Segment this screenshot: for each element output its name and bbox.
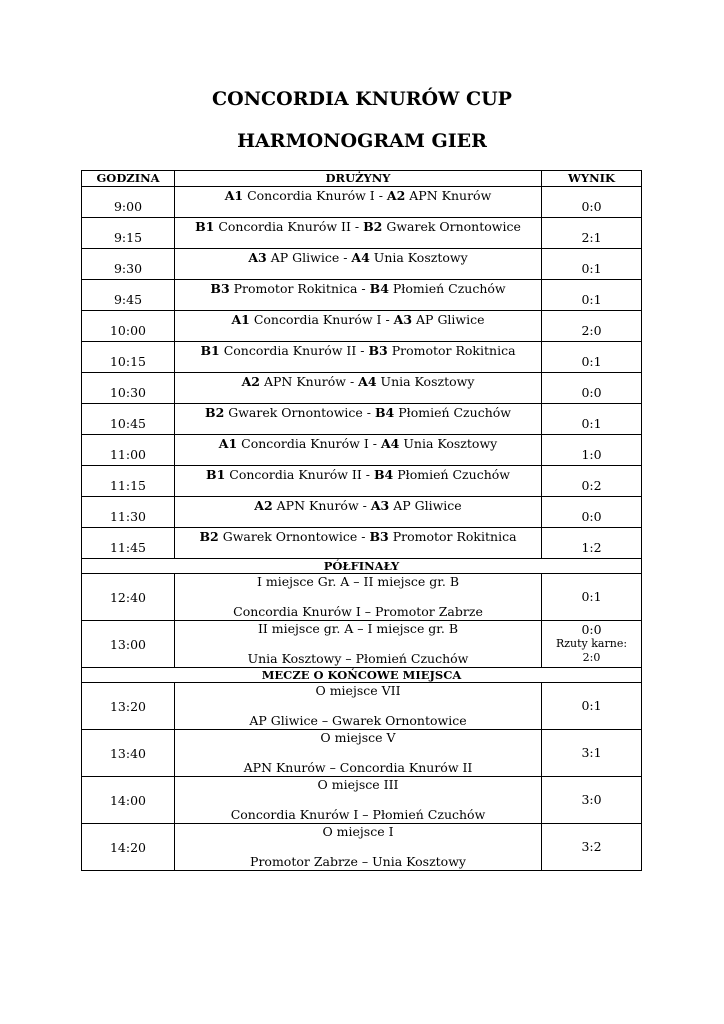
match-teams <box>175 404 542 435</box>
header-time: GODZINA <box>82 171 175 187</box>
match-time: 14:00 <box>82 777 175 824</box>
semifinals-section <box>82 559 642 574</box>
team-b-name: Płomień Czuchów <box>397 467 510 482</box>
match-time: 10:15 <box>82 342 175 373</box>
team-b-code: A4 <box>351 250 370 265</box>
match-score: 0:0 <box>542 497 642 528</box>
vs-separator: - <box>357 281 370 296</box>
table-row <box>82 187 642 218</box>
match-teams <box>175 435 542 466</box>
table-row <box>82 528 642 559</box>
penalty-label: Rzuty karne: <box>555 637 628 650</box>
score-value: 3:2 <box>581 839 602 854</box>
document-subtitle: HARMONOGRAM GIER <box>237 130 487 152</box>
schedule-table <box>81 170 642 871</box>
team-a-name: Concordia Knurów II <box>218 219 351 234</box>
match-score: 0:1 <box>542 342 642 373</box>
header-teams: DRUŻYNY <box>175 171 542 187</box>
match-teams <box>175 683 542 730</box>
vs-separator: - <box>374 188 387 203</box>
match-score <box>542 730 642 777</box>
team-b-name: AP Gliwice <box>393 498 462 513</box>
team-b-name: Unia Kosztowy <box>373 250 468 265</box>
team-a-name: APN Knurów <box>263 374 346 389</box>
match-pair: Promotor Zabrze – Unia Kosztowy <box>250 854 466 869</box>
team-b-code: A3 <box>393 312 413 327</box>
match-score: 0:0 <box>542 373 642 404</box>
match-teams <box>175 280 542 311</box>
table-row <box>82 218 642 249</box>
score-value: 0:0 <box>581 622 602 637</box>
group-stage-body <box>82 187 642 559</box>
team-b-code: B4 <box>374 405 395 420</box>
match-pair: AP Gliwice – Gwarek Ornontowice <box>249 713 467 728</box>
team-a-name: Concordia Knurów II <box>223 343 357 358</box>
match-time: 13:40 <box>82 730 175 777</box>
team-b-code: A2 <box>386 188 406 203</box>
team-b-name: APN Knurów <box>409 188 492 203</box>
match-score: 0:1 <box>542 280 642 311</box>
team-a-code: A1 <box>218 436 238 451</box>
match-time: 9:45 <box>82 280 175 311</box>
match-teams <box>175 528 542 559</box>
vs-separator: - <box>339 250 352 265</box>
vs-separator: - <box>361 467 374 482</box>
match-score <box>542 621 642 668</box>
team-a-name: Promotor Rokitnica <box>233 281 358 296</box>
team-a-code: A3 <box>248 250 267 265</box>
match-score: 0:2 <box>542 466 642 497</box>
team-b-code: A3 <box>370 498 390 513</box>
match-teams <box>175 466 542 497</box>
vs-separator: - <box>356 343 369 358</box>
team-a-code: A1 <box>231 312 250 327</box>
vs-separator: - <box>381 312 394 327</box>
row-gap <box>175 590 541 604</box>
match-score <box>542 824 642 871</box>
score-value: 3:1 <box>581 745 602 760</box>
match-time: 10:45 <box>82 404 175 435</box>
match-score <box>542 683 642 730</box>
table-row <box>82 730 642 777</box>
match-score: 1:2 <box>542 528 642 559</box>
table-row <box>82 311 642 342</box>
table-row <box>82 777 642 824</box>
match-stage: O miejsce V <box>320 730 396 745</box>
team-b-code: B4 <box>373 467 394 482</box>
team-a-code: B1 <box>195 219 215 234</box>
match-score: 2:1 <box>542 218 642 249</box>
match-teams <box>175 730 542 777</box>
match-stage: O miejsce I <box>322 824 394 839</box>
match-score: 2:0 <box>542 311 642 342</box>
match-time: 13:20 <box>82 683 175 730</box>
match-teams <box>175 187 542 218</box>
match-score: 0:1 <box>542 249 642 280</box>
team-b-code: A4 <box>358 374 377 389</box>
match-pair: Unia Kosztowy – Płomień Czuchów <box>247 651 469 666</box>
match-time: 9:30 <box>82 249 175 280</box>
match-pair: APN Knurów – Concordia Knurów II <box>243 760 473 775</box>
match-stage: II miejsce gr. A – I miejsce gr. B <box>257 621 459 636</box>
match-stage: O miejsce VII <box>315 683 401 698</box>
match-time: 14:20 <box>82 824 175 871</box>
table-row <box>82 373 642 404</box>
table-row <box>82 824 642 871</box>
match-time: 10:00 <box>82 311 175 342</box>
placement-body <box>82 683 642 871</box>
match-stage: I miejsce Gr. A – II miejsce gr. B <box>256 574 460 589</box>
header-row <box>82 171 642 187</box>
placement-section <box>82 668 642 683</box>
row-gap <box>175 746 541 760</box>
match-score: 1:0 <box>542 435 642 466</box>
table-row <box>82 683 642 730</box>
match-score <box>542 574 642 621</box>
match-teams <box>175 574 542 621</box>
team-b-name: Promotor Rokitnica <box>391 343 516 358</box>
row-gap <box>175 699 541 713</box>
score-value: 0:1 <box>581 589 602 604</box>
team-b-name: Płomień Czuchów <box>398 405 511 420</box>
match-teams <box>175 218 542 249</box>
row-gap <box>175 793 541 807</box>
table-row <box>82 466 642 497</box>
team-a-code: B1 <box>200 343 220 358</box>
score-value: 3:0 <box>581 792 602 807</box>
match-teams <box>175 824 542 871</box>
table-row <box>82 404 642 435</box>
team-b-name: Płomień Czuchów <box>392 281 506 296</box>
team-b-name: Gwarek Ornontowice <box>386 219 521 234</box>
vs-separator: - <box>357 529 370 544</box>
table-row <box>82 249 642 280</box>
semifinals-heading-row <box>82 559 642 574</box>
team-b-code: B3 <box>369 529 389 544</box>
team-a-name: AP Gliwice <box>270 250 340 265</box>
team-a-code: A1 <box>224 188 244 203</box>
match-time: 11:30 <box>82 497 175 528</box>
match-teams <box>175 249 542 280</box>
team-a-code: B3 <box>210 281 230 296</box>
semifinals-heading: PÓŁFINAŁY <box>82 559 642 574</box>
team-a-code: B2 <box>199 529 219 544</box>
match-pair: Concordia Knurów I – Promotor Zabrze <box>233 604 483 619</box>
match-time: 11:15 <box>82 466 175 497</box>
team-a-name: Concordia Knurów II <box>229 467 362 482</box>
team-a-name: Concordia Knurów I <box>247 188 375 203</box>
match-time: 13:00 <box>82 621 175 668</box>
table-row <box>82 342 642 373</box>
placement-heading-row <box>82 668 642 683</box>
match-score: 0:1 <box>542 404 642 435</box>
match-stage: O miejsce III <box>317 777 399 792</box>
team-a-code: B1 <box>206 467 226 482</box>
match-teams <box>175 373 542 404</box>
match-teams <box>175 497 542 528</box>
match-time: 11:45 <box>82 528 175 559</box>
table-row <box>82 497 642 528</box>
vs-separator: - <box>345 374 359 389</box>
team-b-code: B2 <box>363 219 383 234</box>
vs-separator: - <box>362 405 375 420</box>
team-a-name: Gwarek Ornontowice <box>228 405 363 420</box>
match-time: 10:30 <box>82 373 175 404</box>
vs-separator: - <box>350 219 364 234</box>
document-title: CONCORDIA KNURÓW CUP <box>212 88 512 110</box>
placement-heading: MECZE O KOŃCOWE MIEJSCA <box>82 668 642 683</box>
match-teams <box>175 342 542 373</box>
table-row <box>82 280 642 311</box>
table-row <box>82 435 642 466</box>
score-value: 0:1 <box>581 698 602 713</box>
team-a-code: A2 <box>241 374 260 389</box>
row-gap <box>175 637 541 651</box>
table-row <box>82 621 642 668</box>
team-a-code: A2 <box>254 498 273 513</box>
team-a-name: Gwarek Ornontowice <box>222 529 358 544</box>
header-score: WYNIK <box>542 171 642 187</box>
match-time: 12:40 <box>82 574 175 621</box>
team-a-name: APN Knurów <box>276 498 359 513</box>
team-a-code: B2 <box>205 405 225 420</box>
team-a-name: Concordia Knurów I <box>241 436 369 451</box>
match-time: 9:15 <box>82 218 175 249</box>
table-row <box>82 574 642 621</box>
match-teams <box>175 777 542 824</box>
match-time: 11:00 <box>82 435 175 466</box>
penalty-score: 2:0 <box>582 651 601 664</box>
team-a-name: Concordia Knurów I <box>253 312 382 327</box>
match-score <box>542 777 642 824</box>
team-b-name: Unia Kosztowy <box>380 374 475 389</box>
team-b-code: B4 <box>369 281 389 296</box>
team-b-name: Promotor Rokitnica <box>392 529 517 544</box>
semifinals-body <box>82 574 642 668</box>
vs-separator: - <box>368 436 381 451</box>
team-b-name: AP Gliwice <box>416 312 485 327</box>
team-b-code: B3 <box>368 343 388 358</box>
row-gap <box>175 840 541 854</box>
match-pair: Concordia Knurów I – Płomień Czuchów <box>230 807 486 822</box>
vs-separator: - <box>358 498 371 513</box>
match-score: 0:0 <box>542 187 642 218</box>
team-b-name: Unia Kosztowy <box>403 436 498 451</box>
match-teams <box>175 621 542 668</box>
team-b-code: A4 <box>380 436 400 451</box>
match-teams <box>175 311 542 342</box>
match-time: 9:00 <box>82 187 175 218</box>
